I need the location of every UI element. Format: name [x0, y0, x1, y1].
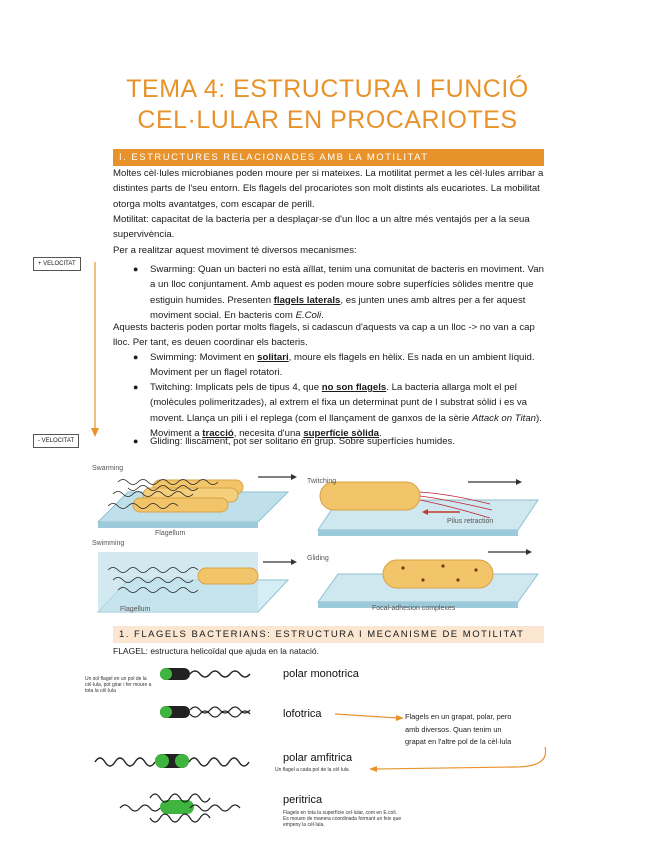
- bullet-dot-icon: ●: [133, 382, 139, 392]
- gliding-panel: [318, 549, 538, 608]
- page-title-line2: CEL·LULAR EN PROCARIOTES: [137, 106, 518, 134]
- note-lofotrica: Flagels en un grapat, polar, pero amb diversos. Quan tenim un grapat en l'altre pol de la cèl·lula: [405, 712, 512, 746]
- paragraph-mechanisms: Per a realitzar aquest moviment té diversos mecanismes:: [113, 245, 357, 256]
- note-peritrica: Flagels en tota la superfície cel·lular, com en E.coli. Es mouen de manera coordinada formant un feix que empeny la cèl·lula.: [283, 810, 402, 828]
- speed-arrow-icon: [88, 262, 102, 438]
- bullet-dot-icon: ●: [133, 264, 139, 274]
- bullet-dot-icon: ●: [133, 436, 139, 446]
- label-lofotrica: lofotrica: [283, 708, 322, 720]
- caption-flagellum-2: Flagellum: [120, 606, 151, 613]
- bullet-swimming: ● Swimming: Moviment en solitari, moure els flagels en hèlix. Es nada en un ambient líquid. Moviment per un flagel rotatori.: [133, 352, 535, 379]
- caption-flagellum-1: Flagellum: [155, 530, 186, 537]
- label-peritrica: peritrica: [283, 794, 323, 806]
- monotrica-drawing: [160, 668, 250, 680]
- caption-twitching: Twitching: [307, 478, 337, 485]
- motility-figure: [88, 462, 548, 622]
- bullet-gliding: ● Gliding: lliscament, pot ser solitario en grup. Sobre superfícies humides.: [150, 434, 544, 449]
- swimming-panel: [98, 552, 297, 612]
- flagella-arrangement-figure: [90, 662, 290, 842]
- bullet-dot-icon: ●: [133, 352, 139, 362]
- caption-pilus-retraction: Pilus retraction: [447, 518, 494, 525]
- section-header-motility: I. ESTRUCTURES RELACIONADES AMB LA MOTILITAT: [113, 149, 544, 166]
- page-title-line1: TEMA 4: ESTRUCTURA I FUNCIÓ: [126, 75, 529, 103]
- caption-focal-adhesion: Focal-adhesion complexes: [372, 605, 456, 612]
- bullet-swarming: ● Swarming: Quan un bacteri no està aïllat, tenim una comunitat de bacteris en moviment. Van a un lloc conjuntament. Amb aquest es poden moure sobre superfícies sòlides mentre que estiguin humides. Presenten flagels laterals, es junten unes amb altres per a fer aquest moviment social. En bacteris com E.Coli.: [133, 264, 544, 321]
- paragraph-intro: Moltes cèl·lules microbianes poden moure per si mateixes. La motilitat permet a les cèl·lules arribar a distintes parts de l'seu entorn. Els flagels del procariotes son molt distints als eucariotes. La mobilitat otorga molts avantatges, com escapar de perill.: [113, 168, 544, 210]
- paragraph-motility-definition: Motilitat: capacitat de la bacteria per a desplaçar-se d'un lloc a un altre més ventajós per a la seua supervivència.: [113, 214, 530, 241]
- label-polar-monotrica: polar monotrica: [283, 668, 359, 680]
- section-header-flagella: 1. FLAGELS BACTERIANS: ESTRUCTURA I MECANISME DE MOTILITAT: [113, 626, 544, 643]
- paragraph-coordination: Aquests bacteris poden portar molts flagels, si cadascun d'aquests va cap a un lloc -> no van a cap lloc. Per tant, es deuen coordinar els bacteris.: [113, 322, 535, 349]
- bullet-twitching: ● Twitching: Implicats pels de tipus 4, que no son flagels. La bacteria allarga molt el pel (molècules polimeritzades), al extrem el fixa un determinat punt de l substrat sòlid i es va movent. Llança un pili i el replega (com el llançament de ganxos de la sèrie Attack on Titan). Moviment a tracció, necesita d'una superfície sòlida.: [133, 382, 542, 439]
- caption-swimming: Swimming: [92, 540, 125, 547]
- twitching-panel: [318, 479, 538, 536]
- paragraph-flagel-definition: FLAGEL: estructura helicoïdal que ajuda en la natació.: [113, 646, 320, 656]
- lofotrica-drawing: [160, 706, 250, 718]
- peritrica-drawing: [120, 794, 240, 822]
- label-polar-amfitrica: polar amfitrica: [283, 752, 353, 764]
- label-less-speed: - VELOCITAT: [33, 434, 79, 448]
- note-monotrica: Un sol flagel en un pol de la cèl·lula, pot girar i fer moure a tota la cèl·lula: [85, 676, 152, 694]
- label-more-speed: + VELOCITAT: [33, 257, 81, 271]
- caption-swarming: Swarming: [92, 465, 124, 472]
- amfitrica-drawing: [95, 754, 249, 768]
- caption-gliding: Gliding: [307, 555, 329, 562]
- swarming-panel: [98, 474, 297, 528]
- note-amfitrica: Un flagel a cada pol de la cèl·lula: [275, 767, 349, 773]
